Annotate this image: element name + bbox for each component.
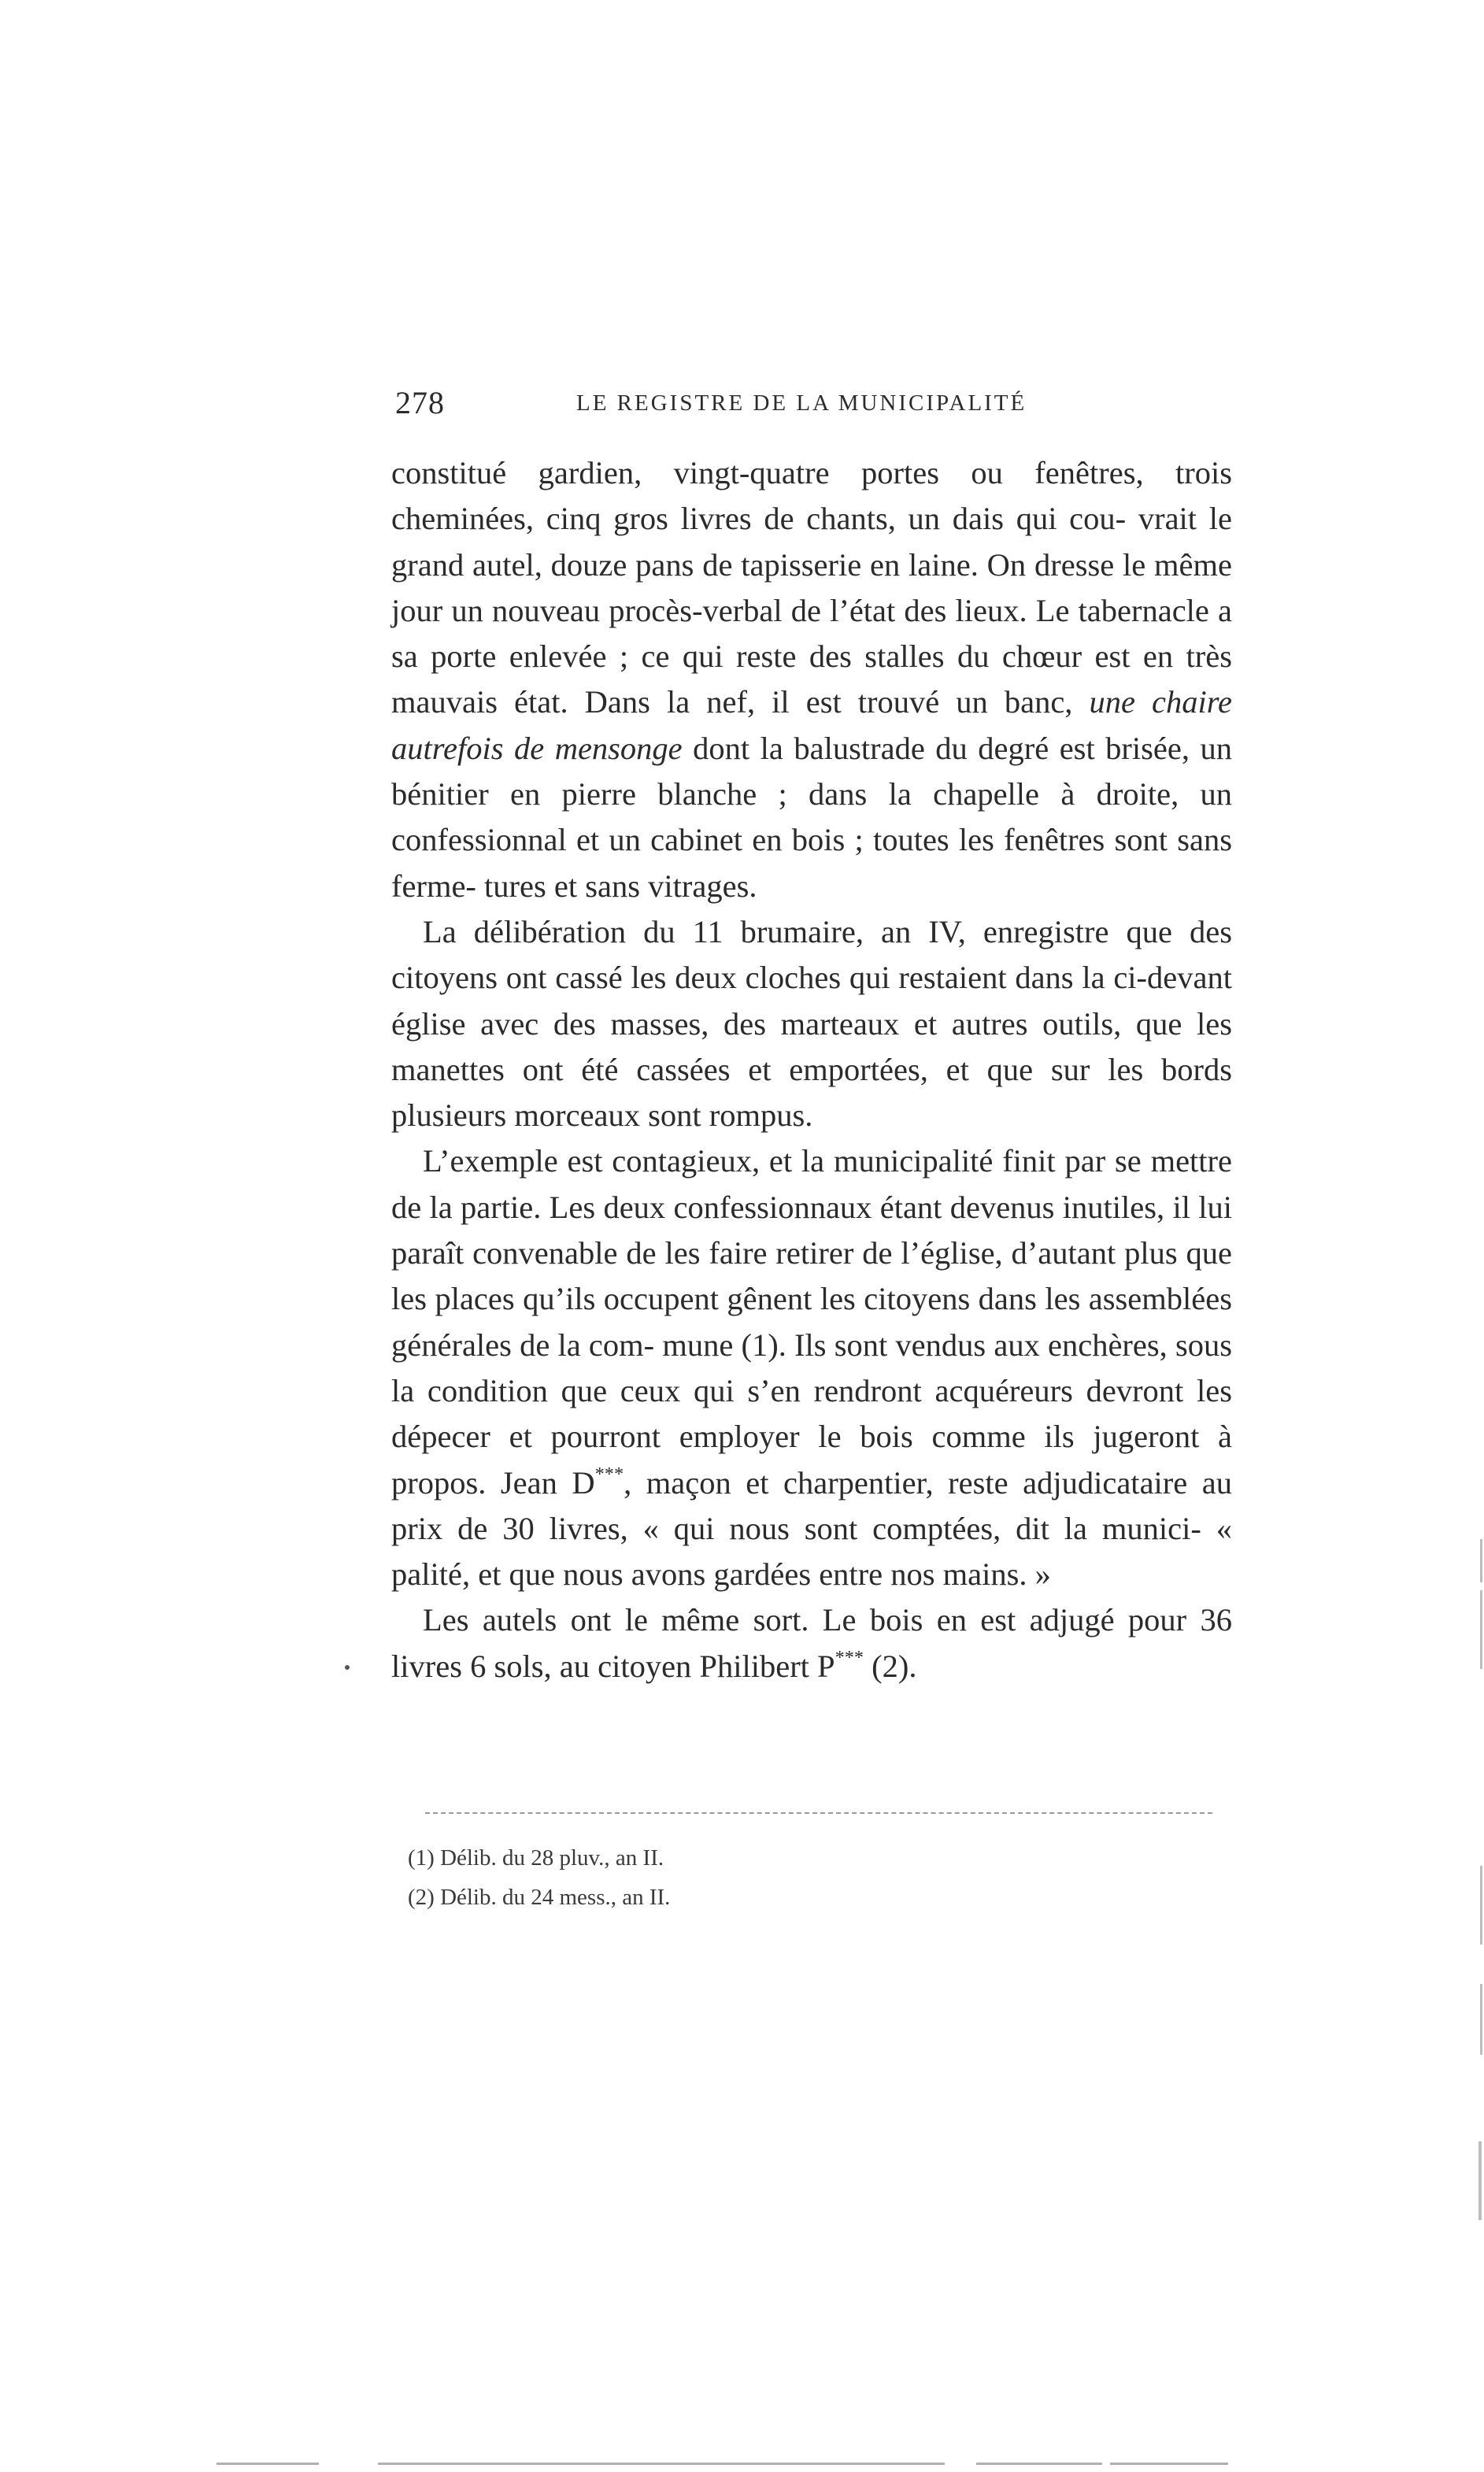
text-line: , maçon et charpentier, reste adjudicataire au xyxy=(624,1464,1233,1501)
asterisks-superscript: *** xyxy=(835,1646,864,1668)
text-line: constitué gardien, vingt-quatre portes ou fenêtres, trois xyxy=(391,455,1232,490)
text-line: et un cabinet en bois ; toutes les fenêtres sont sans ferme- xyxy=(391,822,1233,904)
text-line: des citoyens ont cassé les deux cloches qui restaient dans la xyxy=(391,913,1233,996)
text-line: dont la balustrade du degré est brisée, un bénitier en xyxy=(391,730,1232,812)
text-line: nef, il est trouvé un banc, xyxy=(706,684,1073,720)
text-line: cheminées, cinq gros livres de chants, un dais qui cou- xyxy=(391,501,1127,537)
text-line: 36 livres 6 sols, au citoyen Philibert P xyxy=(391,1602,1232,1684)
scan-edge-mark xyxy=(1480,1539,1482,1582)
paragraph-1 xyxy=(391,450,1232,909)
text-line: (2). xyxy=(864,1648,917,1684)
text-line: L’exemple est contagieux, et la municipalité finit par se xyxy=(423,1143,1142,1179)
text-line: pierre blanche ; dans la chapelle à droite, un confessionnal xyxy=(391,776,1233,858)
page-header xyxy=(395,384,1234,431)
scan-bottom-line xyxy=(1110,2463,1228,2465)
text-line: vrait le grand autel, douze pans de tapisserie en laine. xyxy=(391,501,1232,583)
text-line: On dresse le même jour un nouveau procès-verbal de xyxy=(391,546,1232,628)
text-line: La délibération du 11 brumaire, an IV, enregistre que xyxy=(423,913,1172,949)
text-line: l’église, d’autant plus que les places qu’ils occupent gênent xyxy=(391,1235,1233,1317)
text-line: outils, que les manettes ont été cassées et emportées, et xyxy=(391,1005,1233,1087)
scan-edge-mark xyxy=(1478,2141,1482,2220)
page-number: 278 xyxy=(395,385,445,420)
scan-edge-mark xyxy=(1480,1866,1482,1945)
text-line: Les autels ont le même sort. Le bois en est adjugé pour xyxy=(423,1602,1187,1638)
text-line: tures et sans vitrages. xyxy=(484,868,757,904)
text-line: mettre de la partie. Les deux confessionnaux étant devenus xyxy=(391,1143,1233,1225)
footnote-divider xyxy=(425,1812,1212,1814)
footnote-2: (2) Délib. du 24 mess., an II. xyxy=(408,1885,671,1910)
text-line: « palité, et que nous avons gardées entre nos mains. » xyxy=(391,1510,1232,1593)
scan-bottom-line xyxy=(378,2463,945,2465)
paragraph-3 xyxy=(391,1138,1232,1597)
scan-edge-mark xyxy=(1480,1984,1482,2055)
footnotes xyxy=(408,1838,1116,1917)
body-text xyxy=(391,450,1232,1689)
text-line: inutiles, il lui paraît convenable de les faire retirer de xyxy=(391,1189,1232,1271)
text-line: prix de 30 livres, « qui nous sont comptées, dit la munici- xyxy=(391,1510,1201,1546)
text-line: Jean D xyxy=(500,1464,595,1501)
margin-dot xyxy=(345,1665,350,1670)
text-line: que ceux qui s’en rendront acquéreurs devront les dépecer xyxy=(391,1372,1232,1455)
scan-bottom-line xyxy=(216,2463,319,2465)
asterisks-superscript: *** xyxy=(594,1463,624,1485)
paragraph-2 xyxy=(391,909,1232,1138)
text-line: mune (1). Ils sont vendus aux enchères, sous la condition xyxy=(391,1327,1232,1408)
text-line: les citoyens dans les assemblées générales de la com- xyxy=(391,1281,1232,1363)
text-line: et pourront employer le bois comme ils jugeront à propos. xyxy=(391,1419,1232,1501)
running-title: LE REGISTRE DE LA MUNICIPALITÉ xyxy=(576,390,1027,416)
footnote-1: (1) Délib. du 28 pluv., an II. xyxy=(408,1845,664,1871)
text-line: l’état des lieux. Le tabernacle a sa porte enlevée ; ce qui xyxy=(391,592,1232,675)
text-line: reste des stalles du chœur est en très mauvais état. Dans la xyxy=(391,638,1232,720)
scan-bottom-line xyxy=(976,2463,1102,2465)
text-line: ci-devant église avec des masses, des marteaux et autres xyxy=(391,960,1232,1042)
text-line: que sur les bords plusieurs morceaux sont rompus. xyxy=(391,1051,1232,1134)
italic-quote: une chaire autrefois de mensonge xyxy=(391,684,1232,766)
scan-edge-mark xyxy=(1480,1590,1482,1669)
paragraph-4 xyxy=(391,1597,1232,1689)
